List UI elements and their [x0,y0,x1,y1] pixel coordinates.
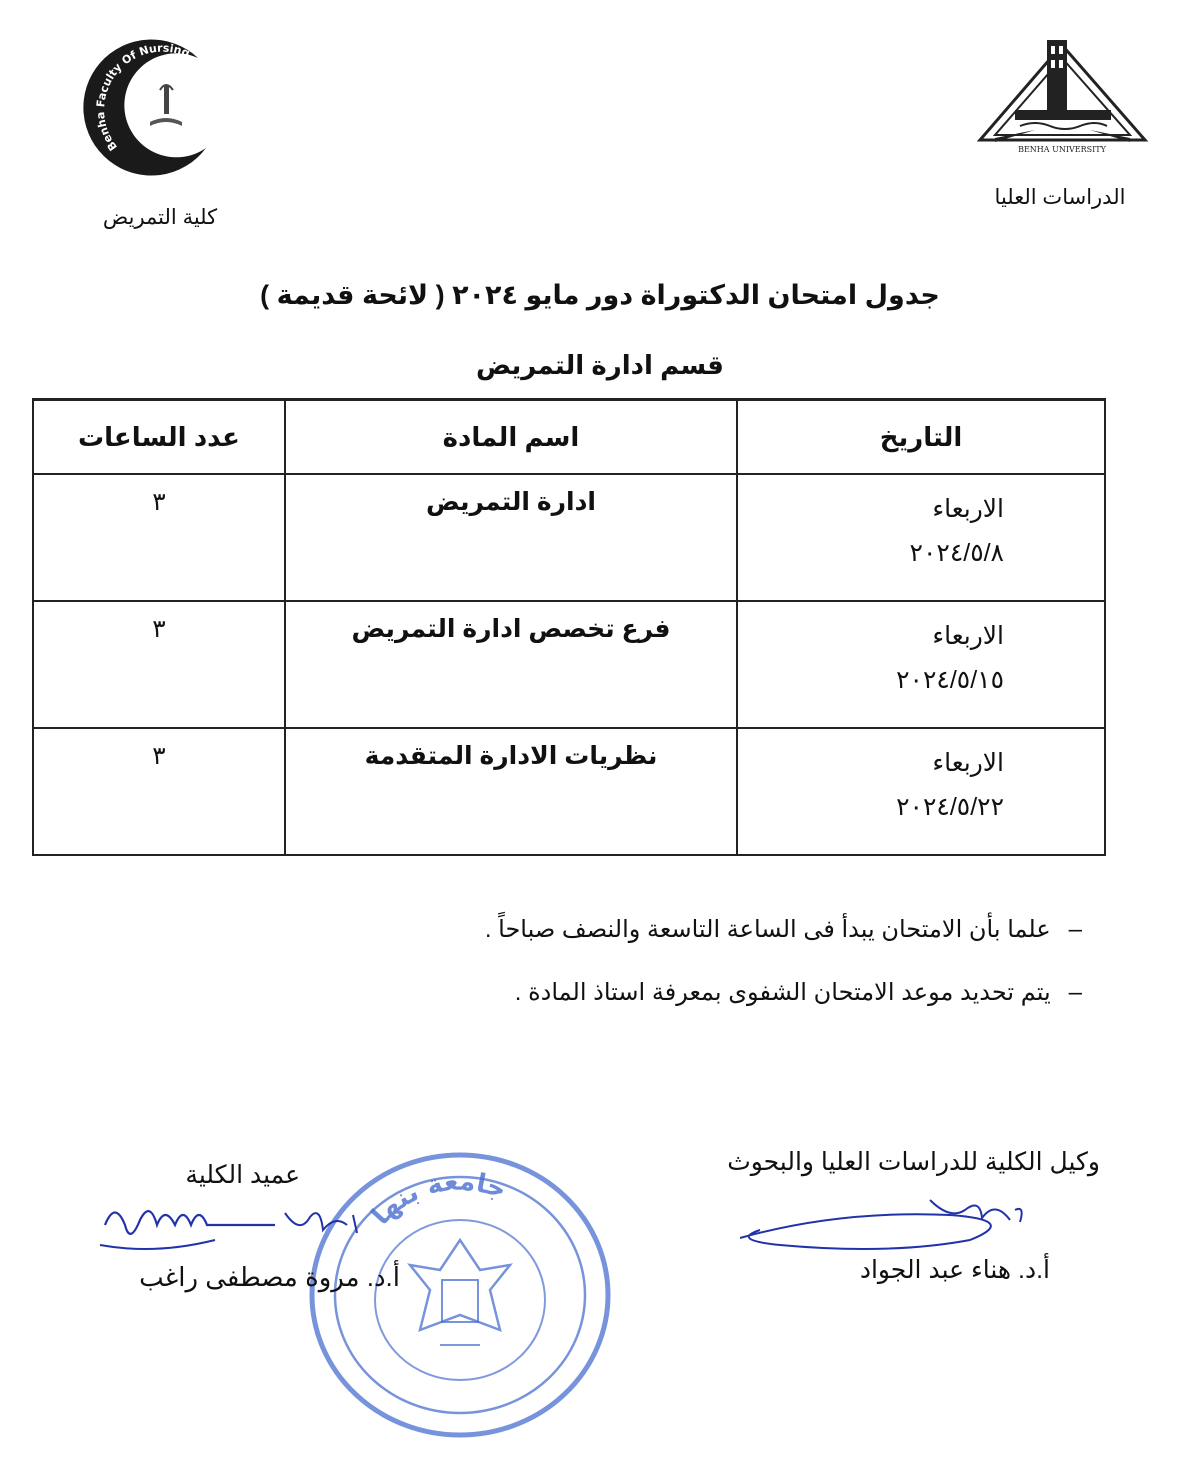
dash-bullet: – [1068,915,1082,943]
department-subtitle: قسم ادارة التمريض [476,350,724,380]
day-label: الاربعاء [932,622,1004,650]
benha-university-logo [975,30,1150,155]
header-hours: عدد الساعات [33,400,285,475]
vice-dean-title: وكيل الكلية للدراسات العليا والبحوث [727,1148,1100,1176]
logo-arc-text: Benha Faculty Of Nursing [94,41,192,154]
vice-dean-name: أ.د. هناء عبد الجواد [859,1256,1050,1284]
date-value: ٢٠٢٤/٥/٨ [909,539,1004,567]
vice-dean-signature [720,1190,1040,1260]
faculty-of-nursing-logo [80,30,230,180]
list-item [282,978,1082,1007]
list-item [282,915,1082,944]
day-label: الاربعاء [932,749,1004,777]
note-text: يتم تحديد موعد الامتحان الشفوى بمعرفة استاذ المادة . [514,979,1051,1006]
table-header-row [33,400,1105,475]
hours-cell: ٣ [33,601,285,728]
dean-name: أ.د. مروة مصطفى راغب [139,1262,400,1292]
faculty-caption: كلية التمريض [102,206,218,229]
header-subject: اسم المادة [285,400,737,475]
table-row [33,728,1105,855]
stamp-text: جامعة بنها [365,1166,511,1231]
hours-cell: ٣ [33,728,285,855]
notes-list [282,915,1082,1041]
date-cell [737,601,1105,728]
table-row [33,601,1105,728]
logo-caption-text: BENHA UNIVERSITY [1018,145,1106,154]
document-title: جدول امتحان الدكتوراة دور مايو ٢٠٢٤ ( لائحة قديمة ) [260,280,940,310]
subject-cell: فرع تخصص ادارة التمريض [285,601,737,728]
day-label: الاربعاء [932,495,1004,523]
hours-cell: ٣ [33,474,285,601]
header-date: التاريخ [737,400,1105,475]
date-value: ٢٠٢٤/٥/١٥ [896,666,1004,694]
note-text: علما بأن الامتحان يبدأ فى الساعة التاسعة والنصف صباحاً . [484,916,1051,943]
graduate-studies-caption: الدراسات العليا [994,186,1126,209]
table-row [33,474,1105,601]
date-cell [737,474,1105,601]
dash-bullet: – [1068,978,1082,1006]
dean-title: عميد الكلية [185,1161,300,1189]
svg-text:جامعة بنها [366,1167,510,1231]
date-cell [737,728,1105,855]
dean-signature [95,1195,375,1265]
date-value: ٢٠٢٤/٥/٢٢ [896,793,1004,821]
subject-cell: نظريات الادارة المتقدمة [285,728,737,855]
subject-cell: ادارة التمريض [285,474,737,601]
exam-schedule-table [32,398,1106,856]
